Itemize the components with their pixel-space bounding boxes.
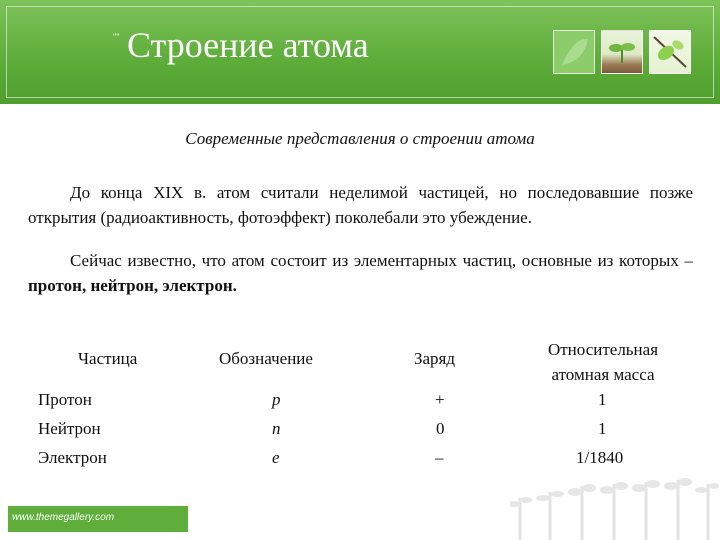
paragraph-particles-bold: протон, нейтрон, электрон.	[28, 276, 237, 295]
header-symbol: Обозначение	[219, 349, 313, 368]
slide-subtitle: Современные представления о строении атома	[185, 129, 535, 148]
paragraph-particles-text: Сейчас известно, что атом состоит из элементарных частиц, основные из которых –	[70, 251, 693, 270]
table-cell-mass: 1/1840	[576, 448, 624, 467]
table-cell-particle: Электрон	[38, 448, 107, 467]
table-cell-particle: Протон	[38, 390, 92, 409]
leaf-photo	[553, 30, 595, 74]
slide-title: Строение атома	[127, 25, 369, 65]
sprout-photo	[601, 30, 643, 74]
header-mass	[528, 337, 678, 387]
branch-photo	[649, 30, 691, 74]
table-cell-mass: 1	[598, 390, 607, 409]
table-cell-symbol: n	[272, 419, 281, 438]
table-cell-mass: 1	[598, 419, 607, 438]
table-cell-charge: 0	[436, 419, 445, 438]
table-cell-charge: –	[435, 448, 444, 467]
table-cell-symbol: e	[272, 448, 280, 467]
table-cell-symbol: p	[272, 390, 281, 409]
slide-header	[0, 0, 720, 104]
header-mass-line1: Относительная	[547, 340, 659, 359]
table-cell-particle: Нейтрон	[38, 419, 101, 438]
header-small-mark: ""	[113, 32, 120, 42]
table-cell-charge: +	[435, 390, 445, 409]
paragraph-history: До конца XIX в. атом считали неделимой частицей, но последовавшие позже открытия (радиоактивность, фотоэффект) поколебали это убеждение.	[28, 183, 693, 227]
footer-website[interactable]: www.themegallery.com	[12, 512, 115, 523]
plants-decoration-icon	[510, 470, 720, 540]
paragraph-particles	[28, 248, 693, 298]
header-charge: Заряд	[414, 349, 456, 368]
header-particle: Частица	[78, 349, 138, 368]
header-mass-line2: атомная масса	[551, 365, 655, 384]
